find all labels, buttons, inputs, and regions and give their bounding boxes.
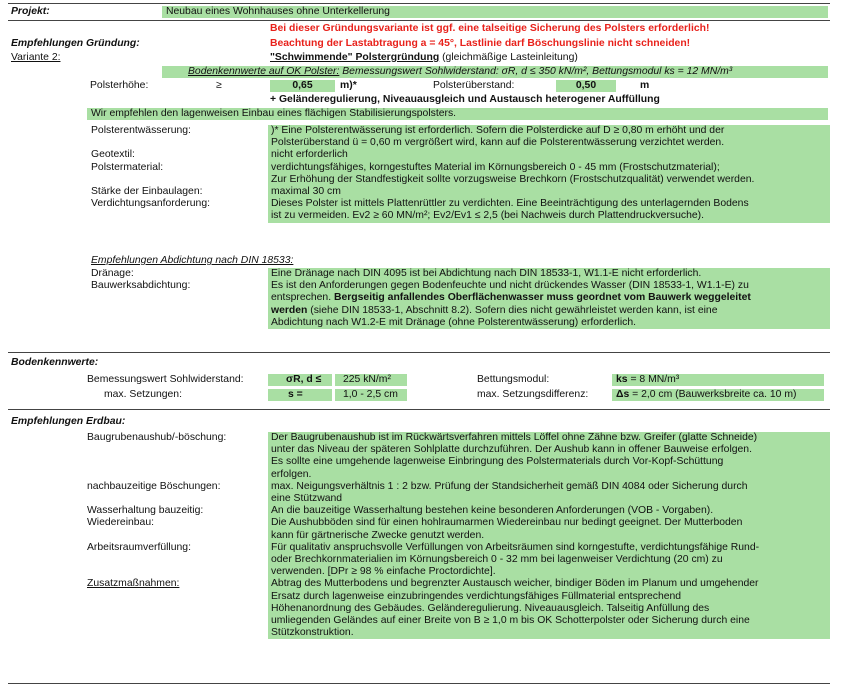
cushion-height-value: 0,65 [270,80,335,92]
backfill-label: Arbeitsraumverfüllung: [87,541,191,553]
excavation-line: unter das Niveau der späteren Sohlplatte durchzuführen. Der Aushub kann in offener Bauweise erfolgen. [271,444,752,456]
top-border [8,3,830,4]
variant-title-note: (gleichmäßige Lasteinleitung) [442,52,578,63]
additional-measures-line: umliegenden Geländes auf einer Breite von B ≥ 1,0 m bis OK Schotterpolster oder Sicherung durch eine [271,615,750,627]
cushion-parameter-values [268,125,830,223]
additional-measures-line: Höhenanordnung des Gebäudes. Geländeregulierung. Niveauausgleich. Talseitig Anfüllung des [271,602,710,614]
building-sealing-bold: werden [271,304,308,316]
additional-measures: + Geländeregulierung, Niveauausgleich und Austausch heterogener Auffüllung [270,94,660,105]
building-sealing-label: Bauwerksabdichtung: [91,280,191,292]
additional-measures-line: Ersatz durch lagenweise einzubringendes verdichtungsfähiges Füllmaterial entsprechend [271,590,682,602]
project-value: Neubau eines Wohnhauses ohne Unterkellerung [162,6,828,18]
design-resistance-label: Bemessungswert Sohlwiderstand: [342,66,499,77]
soil-values-heading: Bodenkennwerte: [11,357,99,368]
soil-bedding-number: = 8 MN/m³ [627,374,680,385]
settlement-diff-value [612,389,824,401]
foundation-heading: Empfehlungen Gründung: [11,38,140,49]
cushion-drainage-line: Polsterüberstand ü = 0,60 m vergrößert wird, kann auf die Polsterentwässerung verzichtet werden. [271,137,725,149]
compaction-label: Verdichtungsanforderung: [91,198,210,210]
bedding-value: ks = 12 MN/m³ [664,66,733,77]
building-sealing-line: Abdichtung nach W1.2-E mit Dränage (ohne Polsterentwässerung) erforderlich. [271,316,637,328]
variant-title [270,52,578,64]
backfill-line: verwenden. [DPr ≥ 98 % einfache Proctordichte]. [271,566,496,578]
settlement-diff-number: = 2,0 cm (Bauwerksbreite ca. 10 m) [629,389,797,400]
slopes-line: eine Stützwand [271,493,343,505]
divider-3 [8,409,830,410]
reuse-line: Die Aushubböden sind für einen hohlraumarmen Wiedereinbau nur bedingt geeignet. Der Mutterboden [271,517,743,529]
compaction-line: ist zu vermeiden. Ev2 ≥ 60 MN/m²; Ev2/Ev1 ≤ 2,5 (bei Nachweis durch Plattendruckversuche). [271,210,704,222]
additional-measures-line: Abtrag des Mutterbodens und begrenzter Austausch weicher, bindiger Böden im Planum und umgehender [271,578,759,590]
settlement-symbol: s = [268,389,332,401]
dewatering-label: Wasserhaltung bauzeitig: [87,505,204,517]
earthworks-heading: Empfehlungen Erdbau: [11,416,126,427]
excavation-line: Der Baugrubenaushub ist im Rückwärtsverfahren mittels Löffel ohne Zähne bzw. Greifer (glatte Schneide) [271,432,758,443]
excavation-line: erfolgen. [271,468,312,480]
sealing-heading: Empfehlungen Abdichtung nach DIN 18533: [91,255,294,266]
excavation-line: Es sollte eine umgehende lagenweise Einbringung des Polstermaterials durch Vor-Kopf-Schüttung [271,456,724,468]
cushion-height-unit: m)* [340,80,357,91]
reuse-label: Wiedereinbau: [87,517,155,529]
warning-1: Bei dieser Gründungsvariante ist ggf. eine talseitige Sicherung des Polsters erforderlich! [270,23,710,34]
soil-bedding-label: Bettungsmodul: [477,374,550,385]
sealing-values [268,268,830,329]
additional-measures-line: Stützkonstruktion. [271,627,354,639]
geotextile-value: nicht erforderlich [271,149,348,161]
excavation-label: Baugrubenaushub/-böschung: [87,432,227,443]
divider-2 [8,352,830,353]
settlement-label: max. Setzungen: [104,389,182,400]
stabilization-note: Wir empfehlen den lagenweisen Einbau eines flächigen Stabilisierungspolsters. [87,108,828,120]
building-sealing-bold: Bergseitig anfallendes Oberflächenwasser muss geordnet vom Bauwerk weggeleitet [333,292,751,304]
cushion-parameter-labels [91,125,266,210]
sealing-drainage-value: Eine Dränage nach DIN 4095 ist bei Abdichtung nach DIN 18533-1, W1.1-E nicht erforderlich. [271,268,702,279]
variant-title-main: "Schwimmende" Polstergründung [270,52,440,63]
warning-2: Beachtung der Lastabtragung a = 45°, Lastlinie darf Böschungslinie nicht schneiden! [270,38,691,49]
geotextile-label: Geotextil: [91,149,135,161]
cushion-material-line: Zur Erhöhung der Standfestigkeit sollte vorzugsweise Brechkorn (Frostschutzqualität) verwendet werden. [271,173,755,185]
soil-resistance-label: Bemessungswert Sohlwiderstand: [87,374,244,385]
building-sealing-line [271,292,830,304]
sealing-drainage-label: Dränage: [91,268,134,279]
cushion-height-operator: ≥ [216,80,222,91]
soil-values-ok-polster [162,66,828,78]
sealing-labels [91,268,266,292]
additional-measures-label: Zusatzmaßnahmen: [87,578,180,590]
cushion-height-label: Polsterhöhe: [90,80,149,91]
compaction-line: Dieses Polster ist mittels Plattenrüttler zu verdichten. Eine Beeinträchtigung des unterlagernden Bodens [271,198,749,210]
building-sealing-line: Es ist den Anforderungen gegen Bodenfeuchte und nicht drückendes Wasser (DIN 18533-1, W1.1-E) zu [271,280,749,292]
cushion-overhang-value: 0,50 [556,80,616,92]
reuse-line: kann für gärtnerische Zwecke genutzt werden. [271,529,485,541]
slopes-label: nachbauzeitige Böschungen: [87,480,221,492]
building-sealing-line [271,305,830,317]
building-sealing-text: (siehe DIN 18533-1, Abschnitt 8.2). Sofern dies nicht gewährleistet werden kann, ist eine [307,304,718,316]
bedding-label: , Bettungsmodul [586,66,662,77]
earthworks-labels [87,432,267,591]
ok-polster-label: Bodenkennwerte auf OK Polster: [188,66,340,77]
soil-resistance-symbol: σR, d ≤ [268,374,332,386]
variant-label: Variante 2: [11,52,61,63]
backfill-line: Für qualitativ anspruchsvolle Verfüllungen von Arbeitsräumen sind korngestufte, verdichtungsfähige Rund- [271,541,760,553]
cushion-drainage-line: )* Eine Polsterentwässerung ist erforderlich. Sofern die Polsterdicke auf D ≥ 0,80 m erhöht und der [271,125,725,136]
cushion-overhang-label: Polsterüberstand: [433,80,515,91]
design-resistance-value: σR, d ≤ 350 kN/m² [501,66,587,77]
settlement-value: 1,0 - 2,5 cm [335,389,407,401]
backfill-line: oder Brechkornmaterialien im Körnungsbereich 0 - 32 mm bei lagenweiser Verdichtung (20 cm) zu [271,554,723,566]
building-sealing-text: entsprechen. [271,292,334,304]
cushion-material-label: Polstermaterial: [91,161,164,173]
project-label: Projekt: [11,6,50,17]
divider-1 [8,20,830,21]
soil-bedding-value [612,374,824,386]
cushion-overhang-unit: m [640,80,650,91]
settlement-diff-label: max. Setzungsdifferenz: [477,389,589,400]
bottom-border [8,683,830,684]
cushion-material-line: verdichtungsfähiges, korngestuftes Material im Körnungsbereich 0 - 45 mm (Frostschutzmaterial); [271,161,720,173]
slopes-line: max. Neigungsverhältnis 1 : 2 bzw. Prüfung der Standsicherheit gemäß DIN 4084 oder Sicherung durch [271,480,748,492]
layer-thickness-value: maximal 30 cm [271,186,341,198]
soil-resistance-value: 225 kN/m² [335,374,407,386]
dewatering-value: An die bauzeitige Wasserhaltung bestehen keine besonderen Anforderungen (VOB - Vorgaben). [271,505,714,517]
layer-thickness-label: Stärke der Einbaulagen: [91,185,203,197]
earthworks-values [268,432,830,639]
cushion-drainage-label: Polsterentwässerung: [91,125,191,136]
soil-bedding-symbol: ks [616,374,628,385]
settlement-diff-symbol: Δs [616,389,630,400]
